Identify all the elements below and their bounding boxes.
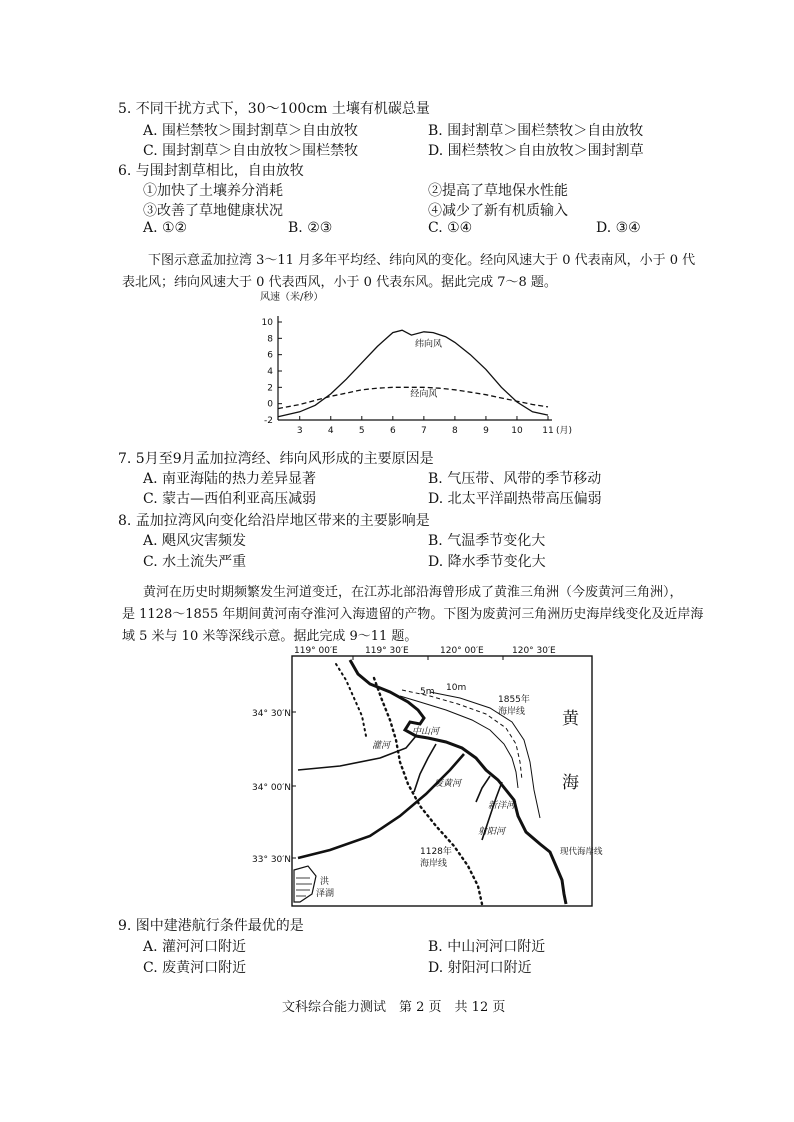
q6-statement-1: ①加快了土壤养分消耗 — [143, 183, 283, 199]
delta-coastline-map — [250, 640, 610, 912]
x-tick-label: 11 — [542, 426, 554, 436]
q5-stem: 5. 不同干扰方式下，30～100cm 土壤有机碳总量 — [118, 101, 430, 117]
series-label-zonal: 纬向风 — [415, 339, 443, 350]
intro-9-11-line1: 黄河在历史时期频繁发生河道变迁，在江苏北部沿海曾形成了黄淮三角洲（今废黄河三角洲）， — [143, 585, 683, 600]
sea-label-2: 海 — [562, 773, 579, 793]
q6-option-d: D. ③④ — [596, 220, 641, 236]
y-tick-label: 0 — [267, 399, 273, 410]
q6-option-c: C. ①④ — [428, 220, 473, 236]
q9-option-a: A. 灌河河口附近 — [143, 939, 247, 955]
q8-option-c: C. 水土流失严重 — [143, 554, 247, 570]
x-tick-label: 8 — [452, 426, 458, 436]
intro-7-8-line1: 下图示意孟加拉湾 3～11 月多年平均经、纬向风的变化。经向风速大于 0 代表南风，小于 0 代 — [148, 253, 696, 268]
ancient-coast-west — [336, 664, 366, 736]
y-tick-label: 4 — [267, 367, 273, 377]
label-1128-a: 1128年 — [420, 847, 452, 857]
intro-7-8-line2: 表北风；纬向风速大于 0 代表西风，小于 0 代表东风。据此完成 7～8 题。 — [122, 275, 557, 290]
page-footer: 文科综合能力测试 第 2 页 共 12 页 — [282, 1000, 506, 1015]
x-tick-label: 5 — [358, 426, 365, 436]
chart-series — [278, 330, 548, 417]
label-guan-river: 灌河 — [372, 741, 391, 751]
river-feihuang-line — [298, 754, 464, 858]
label-1128-b: 海岸线 — [420, 859, 448, 869]
q8-option-d: D. 降水季节变化大 — [428, 554, 546, 570]
x-tick-label: 6 — [389, 426, 396, 436]
lat-label-34-00: 34° 00′N — [252, 783, 292, 793]
y-tick-label: 8 — [267, 334, 273, 345]
series-label-meridional: 经向风 — [410, 389, 438, 400]
q9-option-d: D. 射阳河口附近 — [428, 960, 532, 976]
x-tick-label: 10 — [511, 426, 523, 436]
y-tick-label: -2 — [264, 416, 273, 426]
wind-speed-chart — [250, 290, 573, 450]
q7-option-d: D. 北太平洋副热带高压偏弱 — [428, 491, 602, 507]
intro-9-11-line2: 是 1128～1855 年期间黄河南夺淮河入海遗留的产物。下图为废黄河三角洲历史海岸线变化及近岸海 — [122, 607, 704, 622]
q6-option-b: B. ②③ — [288, 220, 333, 236]
lon-label-120-30: 120° 30′E — [512, 646, 556, 656]
q6-statement-4: ④减少了新有机质输入 — [428, 203, 568, 219]
lon-label-119-30: 119° 30′E — [365, 646, 409, 656]
q5-option-a: A. 围栏禁牧＞围封割草＞自由放牧 — [143, 123, 359, 139]
lat-label-34-30: 34° 30′N — [252, 709, 292, 719]
river-zhongshan-line — [414, 744, 436, 792]
q6-option-a: A. ①② — [143, 220, 188, 236]
q9-option-b: B. 中山河河口附近 — [428, 939, 546, 955]
x-tick-label: 4 — [327, 426, 334, 436]
q7-option-b: B. 气压带、风带的季节移动 — [428, 471, 602, 487]
y-tick-label: 2 — [267, 383, 273, 394]
label-zhongshan-river: 中山河 — [412, 727, 440, 737]
chart-labels — [260, 290, 572, 436]
x-tick-label: 7 — [420, 426, 427, 436]
q5-option-b: B. 围封割草＞围栏禁牧＞自由放牧 — [428, 123, 644, 139]
y-tick-label: 6 — [267, 350, 273, 361]
label-5m: 5m — [420, 687, 435, 697]
label-10m: 10m — [446, 683, 467, 693]
x-tick-label: 3 — [296, 426, 303, 436]
intro-9-11-line3: 域 5 米与 10 米等深线示意。据此完成 9～11 题。 — [122, 629, 418, 644]
label-1855-a: 1855年 — [498, 695, 530, 705]
q7-stem: 7. 5月至9月孟加拉湾经、纬向风形成的主要原因是 — [118, 451, 434, 467]
lat-label-33-30: 33° 30′N — [252, 855, 292, 865]
series-line-zonal — [278, 330, 548, 417]
x-axis-label: (月) — [556, 426, 573, 436]
q8-option-b: B. 气温季节变化大 — [428, 533, 546, 549]
q7-option-a: A. 南亚海陆的热力差异显著 — [143, 471, 317, 487]
hongze-lake — [294, 866, 316, 902]
q7-option-c: C. 蒙古—西伯利亚高压减弱 — [143, 491, 317, 507]
q9-stem: 9. 图中建港航行条件最优的是 — [118, 918, 304, 934]
label-hongze-b: 泽湖 — [316, 889, 335, 899]
lon-label-120-00: 120° 00′E — [440, 646, 484, 656]
q8-stem: 8. 孟加拉湾风向变化给沿岸地区带来的主要影响是 — [118, 513, 430, 529]
x-tick-label: 9 — [483, 426, 489, 436]
q9-option-c: C. 废黄河口附近 — [143, 960, 247, 976]
label-sheyang-river: 射阳河 — [478, 827, 506, 837]
q6-statement-2: ②提高了草地保水性能 — [428, 183, 568, 199]
y-tick-label: 10 — [261, 318, 273, 328]
lon-label-119-00: 119° 00′E — [294, 646, 338, 656]
q5-option-c: C. 围封割草＞自由放牧＞围栏禁牧 — [143, 143, 359, 159]
sea-label-1: 黄 — [562, 709, 579, 729]
label-feihuang-river: 废黄河 — [434, 779, 462, 789]
label-xinyang-river: 新洋河 — [488, 801, 516, 811]
label-modern-coast: 现代海岸线 — [560, 847, 603, 857]
q8-option-a: A. 飓风灾害频发 — [143, 533, 247, 549]
chart-axes — [278, 316, 552, 420]
q6-stem: 6. 与围封割草相比，自由放牧 — [118, 163, 304, 179]
label-hongze-a: 洪 — [320, 877, 330, 887]
q5-option-d: D. 围栏禁牧＞自由放牧＞围封割草 — [428, 143, 644, 159]
q6-statement-3: ③改善了草地健康状况 — [143, 203, 283, 219]
label-1855-b: 海岸线 — [498, 707, 526, 717]
y-axis-label: 风速（米/秒） — [260, 292, 324, 303]
river-sheyang-line — [476, 776, 490, 802]
